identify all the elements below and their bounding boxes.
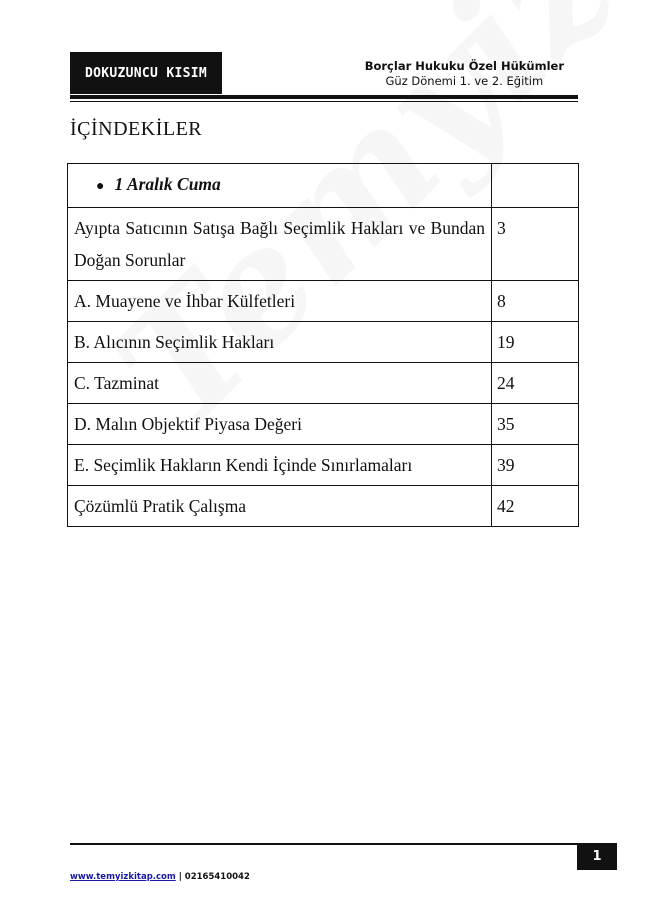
header-rule-thick [70, 95, 578, 99]
phone-number: 02165410042 [184, 872, 250, 882]
toc-table [67, 163, 579, 527]
course-header [365, 59, 564, 89]
page-number-box [577, 843, 617, 870]
bullet-icon: ● [96, 179, 105, 194]
section-label: DOKUZUNCU KISIM [85, 65, 207, 81]
toc-row[interactable] [68, 208, 579, 281]
toc-entry-title[interactable]: A. Muayene ve İhbar Külfetleri [68, 281, 492, 322]
toc-entry-page: 39 [492, 445, 579, 486]
toc-entry-page: 3 [492, 208, 579, 281]
toc-row[interactable] [68, 363, 579, 404]
toc-section-cell [68, 164, 492, 208]
website-link[interactable]: www.temyizkitap.com [70, 872, 176, 882]
footer-contact [70, 872, 250, 882]
toc-row[interactable] [68, 486, 579, 527]
footer-separator: | [178, 872, 182, 882]
toc-entry-title[interactable]: E. Seçimlik Hakların Kendi İçinde Sınırlamaları [68, 445, 492, 486]
toc-row[interactable] [68, 281, 579, 322]
toc-entry-page: 35 [492, 404, 579, 445]
toc-section-label: 1 Aralık Cuma [114, 174, 221, 194]
page-number: 1 [592, 849, 602, 864]
toc-row[interactable] [68, 445, 579, 486]
toc-entry-page: 42 [492, 486, 579, 527]
course-title: Borçlar Hukuku Özel Hükümler [364, 59, 564, 73]
footer-rule [70, 843, 577, 845]
section-label-box [70, 52, 222, 94]
toc-entry-title[interactable]: Ayıpta Satıcının Satışa Bağlı Seçimlik Hakları ve Bundan Doğan Sorunlar [68, 208, 492, 281]
course-subtitle: Güz Dönemi 1. ve 2. Eğitim [385, 74, 544, 88]
toc-section-row [68, 164, 579, 208]
toc-entry-title[interactable]: D. Malın Objektif Piyasa Değeri [68, 404, 492, 445]
toc-row[interactable] [68, 404, 579, 445]
page-title: İÇİNDEKİLER [70, 118, 203, 140]
toc-entry-title[interactable]: B. Alıcının Seçimlik Hakları [68, 322, 492, 363]
toc-entry-page: 8 [492, 281, 579, 322]
toc-section-page [492, 164, 579, 208]
toc-entry-title[interactable]: C. Tazminat [68, 363, 492, 404]
toc-row[interactable] [68, 322, 579, 363]
header-rule-thin [70, 101, 578, 102]
toc-entry-page: 24 [492, 363, 579, 404]
toc-entry-page: 19 [492, 322, 579, 363]
toc-entry-title[interactable]: Çözümlü Pratik Çalışma [68, 486, 492, 527]
